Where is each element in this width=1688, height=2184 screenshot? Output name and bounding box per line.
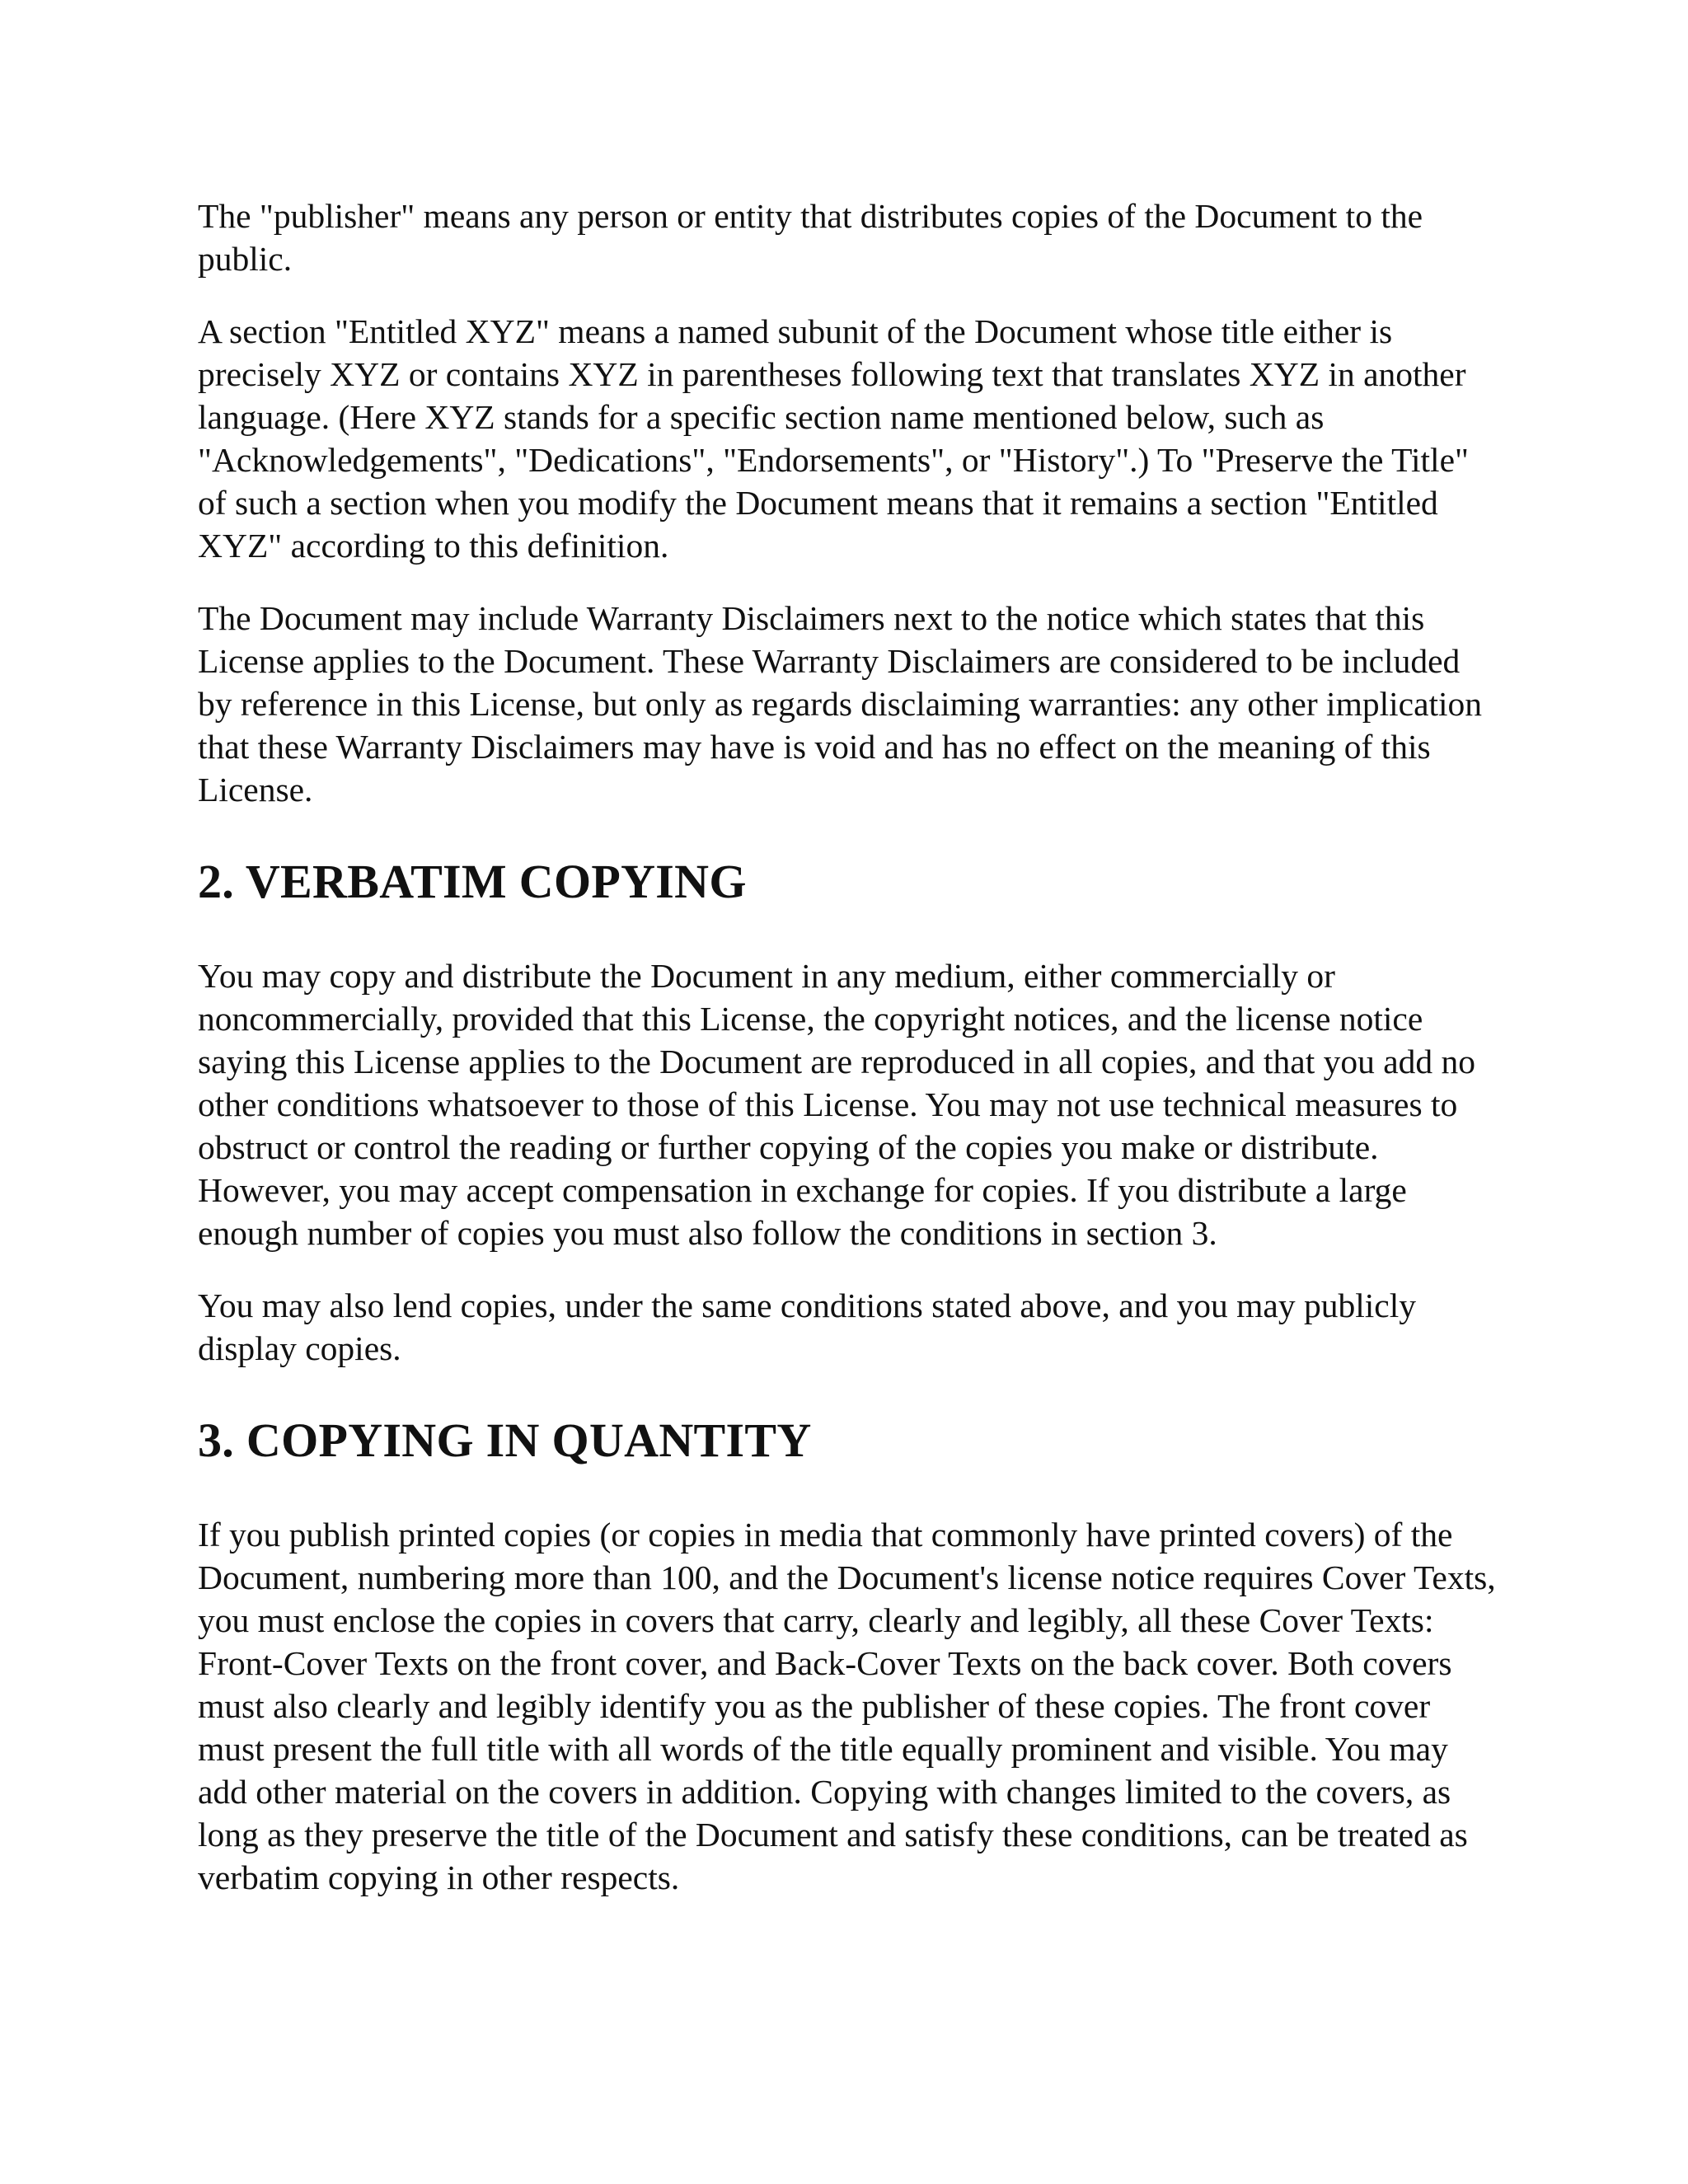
document-body [198,194,1500,1929]
section-2-heading: 2. VERBATIM COPYING [198,855,747,908]
verbatim-copying-paragraph: You may copy and distribute the Document in any medium, either commercially or noncommercially, provided that this License, the copyright notices, and the license notice saying this License applies to the Document are reproduced in all copies, and that you add no other conditions whatsoever to those of this License. You may not use technical measures to obstruct or control the reading or further copying of the copies you make or distribute. However, you may accept compensation in exchange for copies. If you distribute a large enough number of copies you must also follow the conditions in section 3. [198,957,1476,1252]
publisher-definition-paragraph: The "publisher" means any person or entity that distributes copies of the Document to the public. [198,197,1423,278]
entitled-xyz-paragraph: A section "Entitled XYZ" means a named subunit of the Document whose title either is precisely XYZ or contains XYZ in parentheses following text that translates XYZ in another language. (Here XYZ stands for a specific section name mentioned below, such as "Acknowledgements", "Dedications", "Endorsements", or "History".) To "Preserve the Title" of such a section when you modify the Document means that it remains a section "Entitled XYZ" according to this definition. [198,312,1469,565]
warranty-disclaimers-paragraph: The Document may include Warranty Disclaimers next to the notice which states that this License applies to the Document. These Warranty Disclaimers are considered to be included by reference in this License, but only as regards disclaiming warranties: any other implication that these Warranty Disclaimers may have is void and has no effect on the meaning of this License. [198,599,1483,808]
section-3-heading: 3. COPYING IN QUANTITY [198,1413,812,1467]
lend-copies-paragraph: You may also lend copies, under the same conditions stated above, and you may publicly display copies. [198,1286,1416,1367]
copying-in-quantity-paragraph: If you publish printed copies (or copies in media that commonly have printed covers) of the Document, numbering more than 100, and the Document's license notice requires Cover Texts, you must enclose the copies in covers that carry, clearly and legibly, all these Cover Texts: Front-Cover Texts on the front cover, and Back-Cover Texts on the back cover. Both covers must also clearly and legibly identify you as the publisher of these copies. The front cover must present the full title with all words of the title equally prominent and visible. You may add other material on the covers in addition. Copying with changes limited to the covers, as long as they preserve the title of the Document and satisfy these conditions, can be treated as verbatim copying in other respects. [198,1516,1496,1896]
